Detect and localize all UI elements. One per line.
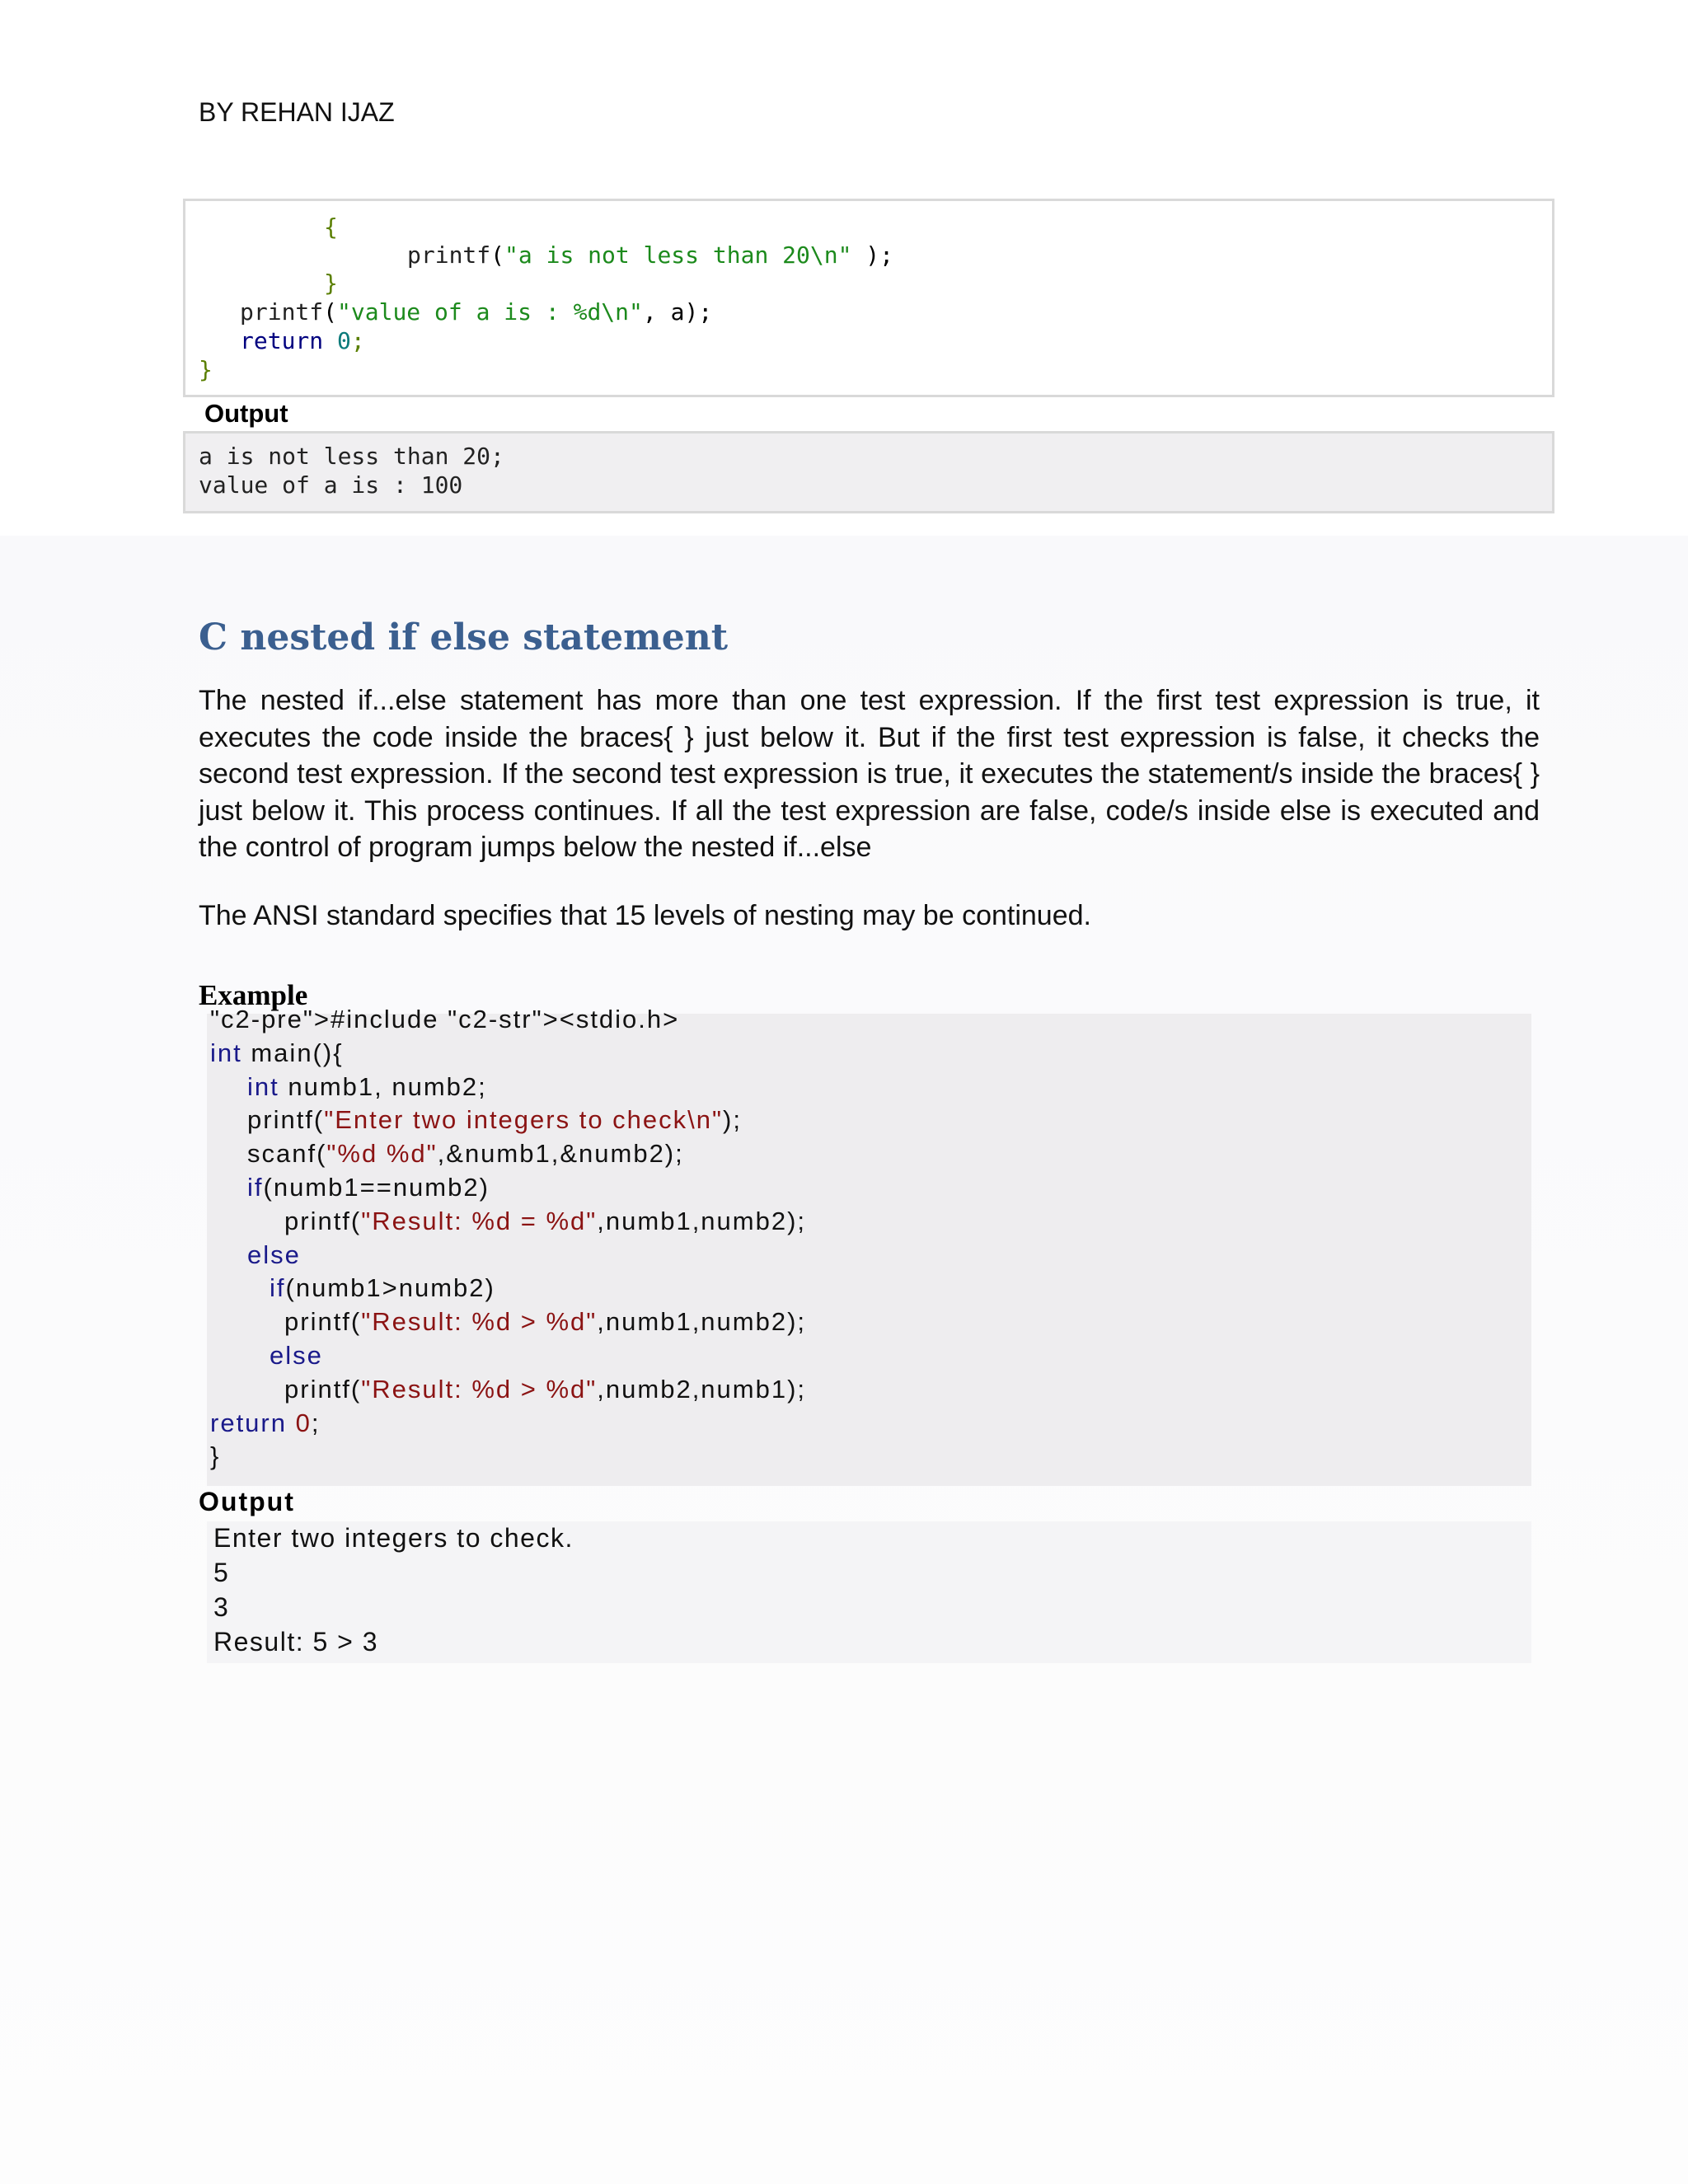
code-line — [324, 213, 338, 241]
output-line: a is not less than 20; — [199, 443, 504, 470]
code-token: } — [199, 356, 213, 383]
output-line: 5 — [213, 1558, 230, 1587]
code-line: if(numb1==numb2) — [247, 1173, 490, 1202]
code-line: scanf("%d %d",&numb1,&numb2); — [247, 1139, 684, 1169]
code-line — [199, 355, 213, 384]
code-line: printf("Result: %d > %d",numb1,numb2); — [284, 1307, 807, 1337]
code-line: printf("Enter two integers to check\n"); — [247, 1105, 742, 1135]
code-token: return 0; — [240, 327, 365, 354]
code-token: } — [324, 269, 338, 297]
paragraph: The nested if...else statement has more than one test expression. If the first test expression is true, it executes the code inside the braces{ } just below it. But if the first test expression is false, it checks the second test expression. If the second test expression is true, it executes the statement/s inside the braces{ } just below it. This process continues. If all the test expression are false, code/s inside else is executed and the control of program jumps below the nested if...else — [199, 685, 1540, 863]
paragraph: The ANSI standard specifies that 15 levels of nesting may be continued. — [199, 900, 1091, 931]
code-line: if(numb1>numb2) — [270, 1273, 495, 1303]
code-line: "c2-pre">#include "c2-str"><stdio.h> — [210, 1005, 680, 1033]
code-line — [324, 269, 338, 298]
code-line: return 0; — [210, 1408, 321, 1437]
example-label: Example — [199, 979, 308, 1011]
code-line: printf("Result: %d = %d",numb1,numb2); — [284, 1206, 807, 1235]
output-line: Enter two integers to check. — [213, 1523, 574, 1553]
code-line — [240, 298, 712, 326]
code-line: else — [270, 1341, 323, 1370]
code-token: { — [324, 213, 338, 241]
output-label: Output — [199, 1487, 295, 1516]
code-line: else — [247, 1240, 301, 1269]
code-token: printf("a is not less than 20\n" ); — [407, 241, 894, 269]
code-line: } — [210, 1441, 221, 1471]
code-line — [240, 326, 365, 355]
code-line: int numb1, numb2; — [247, 1071, 487, 1101]
output-line: value of a is : 100 — [199, 471, 463, 499]
code-line: int main(){ — [210, 1038, 344, 1067]
section-title: C nested if else statement — [199, 616, 729, 658]
output-label: Output — [204, 399, 288, 428]
page-header-author: BY REHAN IJAZ — [199, 97, 395, 127]
output-line: Result: 5 > 3 — [213, 1627, 379, 1657]
code-line — [407, 241, 893, 269]
output-line: 3 — [213, 1592, 230, 1622]
code-token: printf("value of a is : %d\n", a); — [240, 298, 713, 326]
code-line: printf("Result: %d > %d",numb2,numb1); — [284, 1374, 807, 1404]
